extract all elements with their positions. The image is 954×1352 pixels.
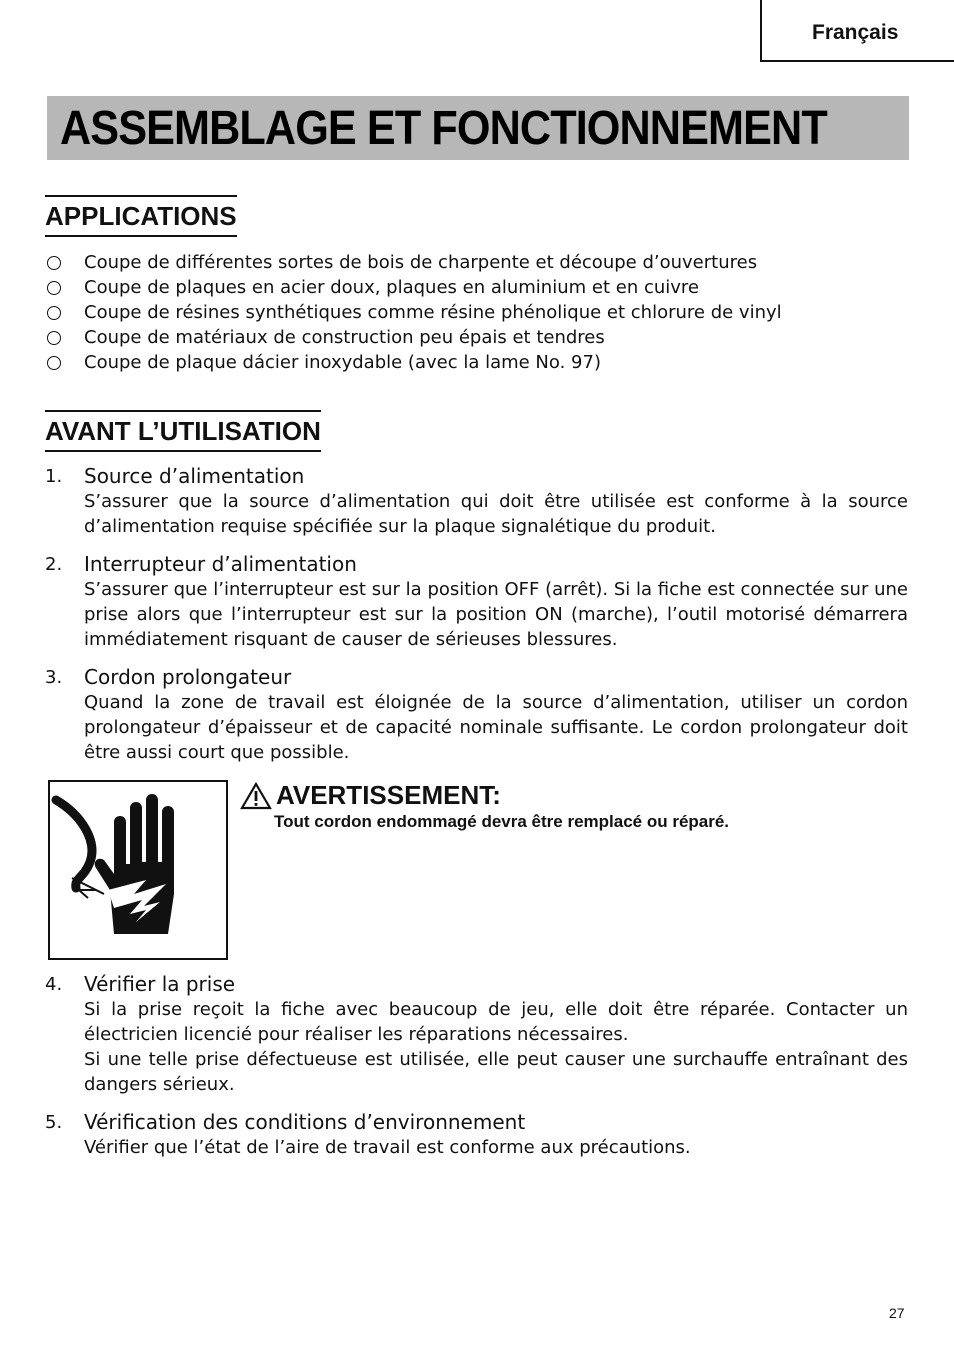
bullet-circle-icon: [47, 356, 61, 370]
applications-list: [45, 250, 925, 375]
page-title-bar: [47, 96, 909, 160]
list-item: Coupe de différentes sortes de bois de charpente et découpe d’ouvertures: [45, 250, 925, 275]
language-label: Français: [812, 21, 899, 44]
bullet-circle-icon: [47, 281, 61, 295]
step-body: Quand la zone de travail est éloignée de la source d’alimentation, utiliser un cordon prolongateur d’épaisseur et de capacité nominale suffisante. Le cordon prolongateur doit être aussi court que possible.: [84, 692, 908, 763]
step-body: S’assurer que la source d’alimentation qui doit être utilisée est conforme à la source d’alimentation requise spécifiée sur la plaque signalétique du produit.: [84, 491, 908, 537]
bullet-circle-icon: [47, 306, 61, 320]
step-title: Vérifier la prise: [84, 972, 236, 996]
warning-triangle-icon: [240, 782, 272, 810]
step-number: 4.: [45, 974, 63, 995]
warning-text: Tout cordon endommagé devra être remplacé ou réparé.: [274, 812, 730, 831]
list-item: Coupe de plaque dácier inoxydable (avec la lame No. 97): [45, 350, 925, 375]
step-number: 2.: [45, 554, 63, 575]
avant-utilisation-heading: AVANT L’UTILISATION: [45, 410, 321, 452]
electric-shock-hand-icon: [48, 780, 228, 960]
step-body: S’assurer que l’interrupteur est sur la position OFF (arrêt). Si la fiche est connectée sur une prise alors que l’interrupteur est sur la position ON (marche), l’outil motorisé démarrera immédiatement risquant de causer de sérieuses blessures.: [84, 579, 908, 650]
applications-heading: APPLICATIONS: [45, 195, 237, 237]
step-title: Cordon prolongateur: [84, 665, 292, 689]
bullet-circle-icon: [47, 331, 61, 345]
list-item: Coupe de plaques en acier doux, plaques en aluminium et en cuivre: [45, 275, 925, 300]
step-number: 3.: [45, 667, 63, 688]
list-item: Coupe de résines synthétiques comme résine phénolique et chlorure de vinyl: [45, 300, 925, 325]
list-item: Coupe de matériaux de construction peu épais et tendres: [45, 325, 925, 350]
step-body: Vérifier que l’état de l’aire de travail est conforme aux précautions.: [84, 1137, 691, 1158]
step-body: Si la prise reçoit la fiche avec beaucoup de jeu, elle doit être réparée. Contacter un électricien licencié pour réaliser les réparations nécessaires. Si une telle prise défectueuse est utilisée, elle peut causer une surchauffe entraînant des dangers sérieux.: [84, 999, 908, 1095]
step-title: Source d’alimentation: [84, 464, 305, 488]
step-number: 5.: [45, 1112, 63, 1133]
step-number: 1.: [45, 466, 63, 487]
page-title: ASSEMBLAGE ET FONCTIONNEMENT: [60, 102, 827, 155]
step-title: Interrupteur d’alimentation: [84, 552, 357, 576]
language-tab: [760, 0, 954, 62]
page-number: 27: [889, 1305, 905, 1321]
warning-label: AVERTISSEMENT:: [276, 780, 501, 810]
step-title: Vérification des conditions d’environnement: [84, 1110, 526, 1134]
bullet-circle-icon: [47, 256, 61, 270]
